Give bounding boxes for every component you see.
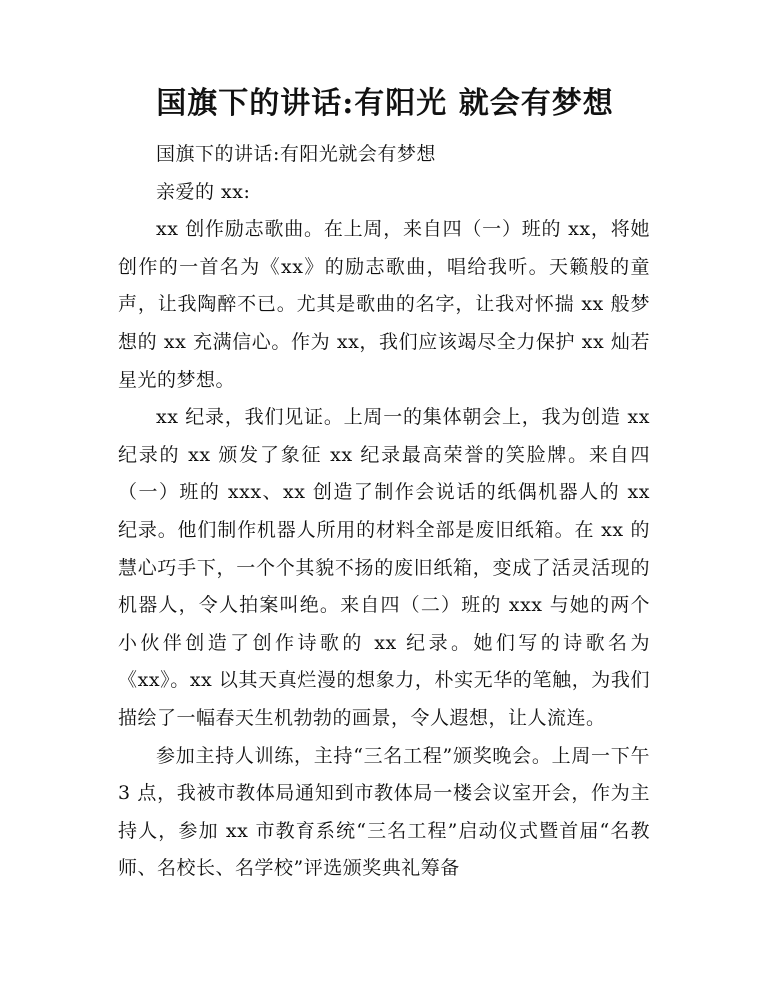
- document-title: 国旗下的讲话:有阳光 就会有梦想: [156, 86, 614, 121]
- paragraph-subtitle: 国旗下的讲话:有阳光就会有梦想: [156, 143, 436, 165]
- paragraph-record: xx 纪录，我们见证。上周一的集体朝会上，我为创造 xx 纪录的 xx 颁发了象征 xx 纪录最高荣誉的笑脸牌。来自四（一）班的 xxx、xx 创造了制作会说话的纸偶机器人的 xx 纪录。他们制作机器人所用的材料全部是废旧纸箱。在 xx 的慧心巧手下，一个个其貌不扬的废旧纸箱，变成了活灵活现的机器人，令人拍案叫绝。来自四（二）班的 xxx 与她的两个小伙伴创造了创作诗歌的 xx 纪录。她们写的诗歌名为《xx》。xx 以其天真烂漫的想象力，朴实无华的笔触，为我们描绘了一幅春天生机勃勃的画景，令人遐想，让人流连。: [118, 406, 650, 729]
- paragraph-song: xx 创作励志歌曲。在上周，来自四（一）班的 xx，将她创作的一首名为《xx》的励志歌曲，唱给我听。天籁般的童声，让我陶醉不已。尤其是歌曲的名字，让我对怀揣 xx 般梦想的 xx 充满信心。作为 xx，我们应该竭尽全力保护 xx 灿若星光的梦想。: [118, 218, 650, 391]
- document-body: [118, 136, 650, 888]
- paragraph-host-training: 参加主持人训练，主持“三名工程”颁奖晚会。上周一下午 3 点，我被市教体局通知到市教体局一楼会议室开会，作为主持人，参加 xx 市教育系统“三名工程”启动仪式暨首届“名教师、名校长、名学校”评选颁奖典礼筹备: [118, 744, 650, 880]
- paragraph-salutation: 亲爱的 xx:: [156, 180, 251, 203]
